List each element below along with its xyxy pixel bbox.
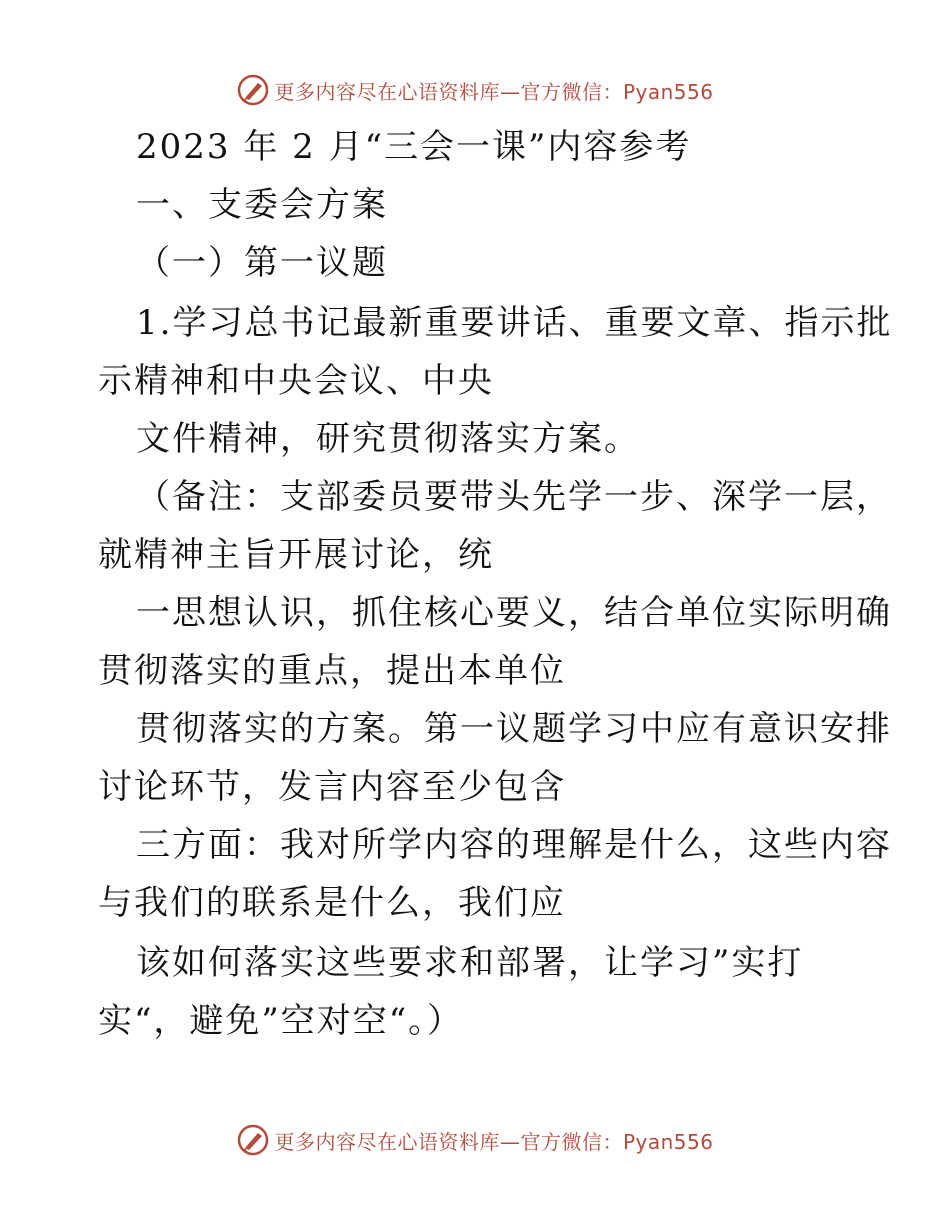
text-line: 讨论环节，发言内容至少包含 xyxy=(98,767,566,807)
document-title: 2023 年 2 月“三会一课”内容参考 xyxy=(136,127,692,167)
text-line: （一）第一议题 xyxy=(136,243,388,283)
text-line: （备注：支部委员要带头先学一步、深学一层， xyxy=(136,477,892,517)
header-banner-text: 更多内容尽在心语资料库—官方微信：Pyan556 xyxy=(274,79,714,104)
text-line: 实“，避免”空对空“。） xyxy=(98,1001,464,1041)
text-line: 文件精神，研究贯彻落实方案。 xyxy=(136,419,640,459)
text-line: 贯彻落实的方案。第一议题学习中应有意识安排 xyxy=(136,709,892,749)
text-line: 1.学习总书记最新重要讲话、重要文章、指示批 xyxy=(136,303,893,343)
text-line: 该如何落实这些要求和部署，让学习”实打 xyxy=(136,943,804,983)
text-line: 一、支委会方案 xyxy=(136,185,388,225)
footer-banner xyxy=(0,1120,950,1160)
text-line: 一思想认识，抓住核心要义，结合单位实际明确 xyxy=(136,593,892,633)
pen-logo-icon xyxy=(236,1123,270,1157)
text-line: 就精神主旨开展讨论，统 xyxy=(98,535,494,575)
footer-banner-text: 更多内容尽在心语资料库—官方微信：Pyan556 xyxy=(274,1129,714,1154)
text-line: 示精神和中央会议、中央 xyxy=(98,361,494,401)
header-banner xyxy=(0,70,950,110)
text-line: 三方面：我对所学内容的理解是什么，这些内容 xyxy=(136,825,892,865)
text-line: 与我们的联系是什么，我们应 xyxy=(98,883,566,923)
text-line: 贯彻落实的重点，提出本单位 xyxy=(98,651,566,691)
pen-logo-icon xyxy=(236,73,270,107)
